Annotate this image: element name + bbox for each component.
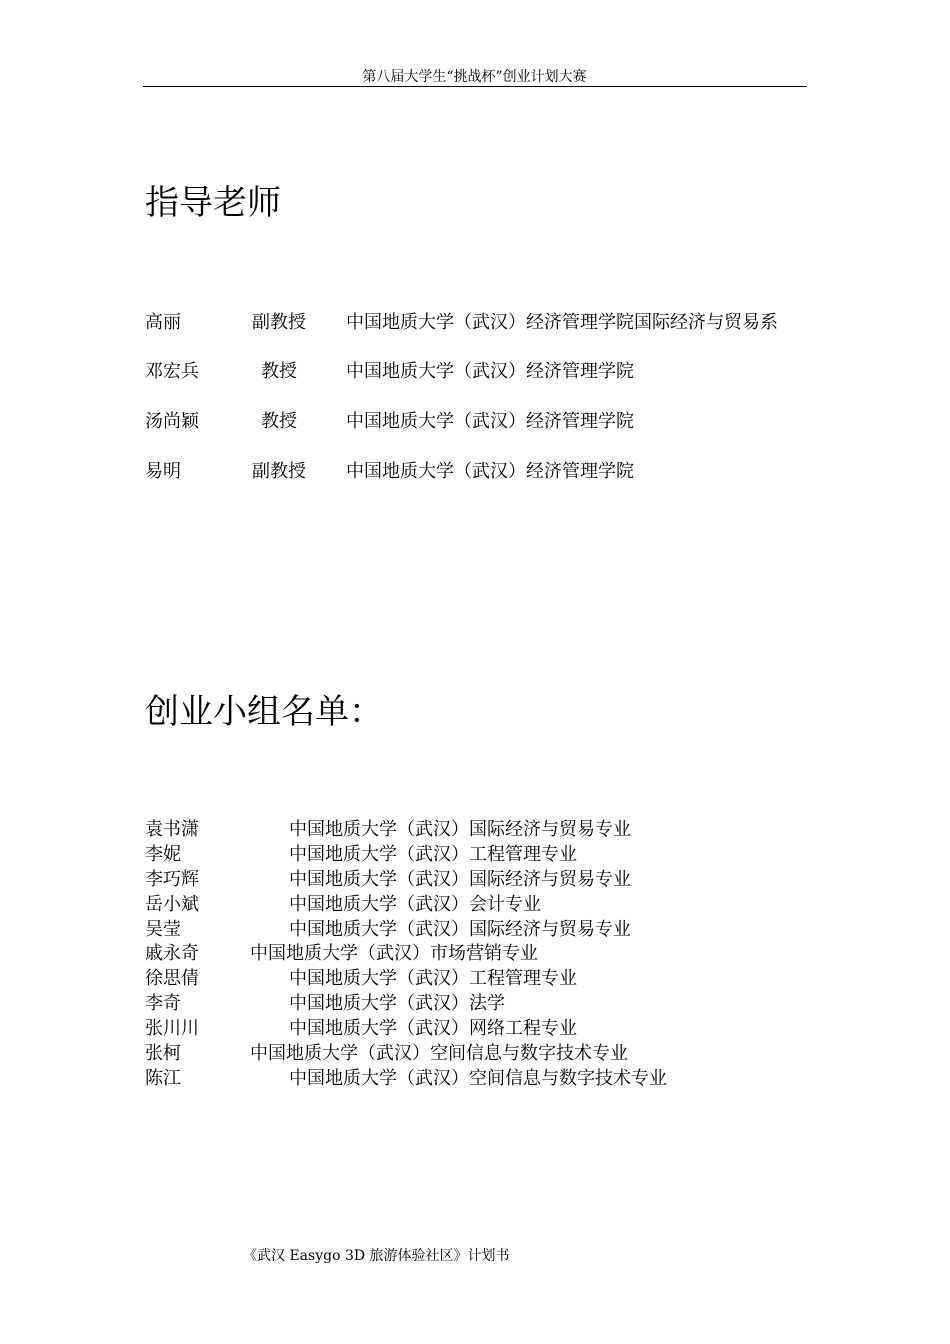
- member-row: [145, 942, 805, 967]
- member-unit: 中国地质大学（武汉）空间信息与数字技术专业: [289, 1067, 667, 1089]
- advisor-unit: 中国地质大学（武汉）经济管理学院: [346, 411, 634, 432]
- member-name: 李妮: [145, 843, 181, 865]
- member-row: [145, 1042, 805, 1067]
- advisor-name: 高丽: [145, 312, 181, 333]
- header-title: 第八届大学生“挑战杯”创业计划大赛: [362, 69, 587, 85]
- advisor-rank: 副教授: [252, 461, 306, 482]
- member-row: [145, 843, 805, 868]
- team-member-list: [145, 818, 805, 1092]
- member-unit: 中国地质大学（武汉）网络工程专业: [289, 1018, 577, 1040]
- member-name: 戚永奇: [145, 943, 199, 965]
- member-unit: 中国地质大学（武汉）法学: [289, 993, 505, 1015]
- advisor-unit: 中国地质大学（武汉）经济管理学院国际经济与贸易系: [346, 312, 778, 333]
- advisor-name: 邓宏兵: [145, 361, 199, 382]
- member-name: 岳小斌: [145, 893, 199, 915]
- advisors-heading: 指导老师: [145, 183, 281, 223]
- member-row: [145, 893, 805, 918]
- member-unit: 中国地质大学（武汉）空间信息与数字技术专业: [250, 1043, 628, 1065]
- member-row: [145, 967, 805, 992]
- page-footer: 《武汉 Easygo 3D 旅游体验社区》计划书: [243, 1248, 510, 1264]
- member-row: [145, 992, 805, 1017]
- member-name: 李奇: [145, 993, 181, 1015]
- member-row: [145, 1067, 805, 1092]
- member-name: 张柯: [145, 1043, 181, 1065]
- member-unit: 中国地质大学（武汉）会计专业: [289, 893, 541, 915]
- member-row: [145, 918, 805, 943]
- member-name: 徐思倩: [145, 968, 199, 990]
- member-name: 李巧辉: [145, 868, 199, 890]
- advisor-name: 易明: [145, 461, 181, 482]
- advisor-name: 汤尚颖: [145, 411, 199, 432]
- member-name: 张川川: [145, 1018, 199, 1040]
- member-unit: 中国地质大学（武汉）市场营销专业: [250, 943, 538, 965]
- member-row: [145, 868, 805, 893]
- team-heading: 创业小组名单：: [145, 692, 383, 732]
- member-row: [145, 818, 805, 843]
- member-row: [145, 1017, 805, 1042]
- member-name: 吴莹: [145, 918, 181, 940]
- advisor-rank: 教授: [261, 361, 297, 382]
- member-unit: 中国地质大学（武汉）国际经济与贸易专业: [289, 868, 631, 890]
- member-name: 陈江: [145, 1067, 181, 1089]
- advisor-unit: 中国地质大学（武汉）经济管理学院: [346, 361, 634, 382]
- member-unit: 中国地质大学（武汉）工程管理专业: [289, 968, 577, 990]
- member-name: 袁书潇: [145, 819, 199, 840]
- member-unit: 中国地质大学（武汉）工程管理专业: [289, 843, 577, 865]
- header-divider: [143, 86, 807, 87]
- member-unit: 中国地质大学（武汉）国际经济与贸易专业: [289, 819, 631, 840]
- advisor-rank: 副教授: [252, 312, 306, 333]
- member-unit: 中国地质大学（武汉）国际经济与贸易专业: [289, 918, 631, 940]
- advisor-unit: 中国地质大学（武汉）经济管理学院: [346, 461, 634, 482]
- advisor-rank: 教授: [261, 411, 297, 432]
